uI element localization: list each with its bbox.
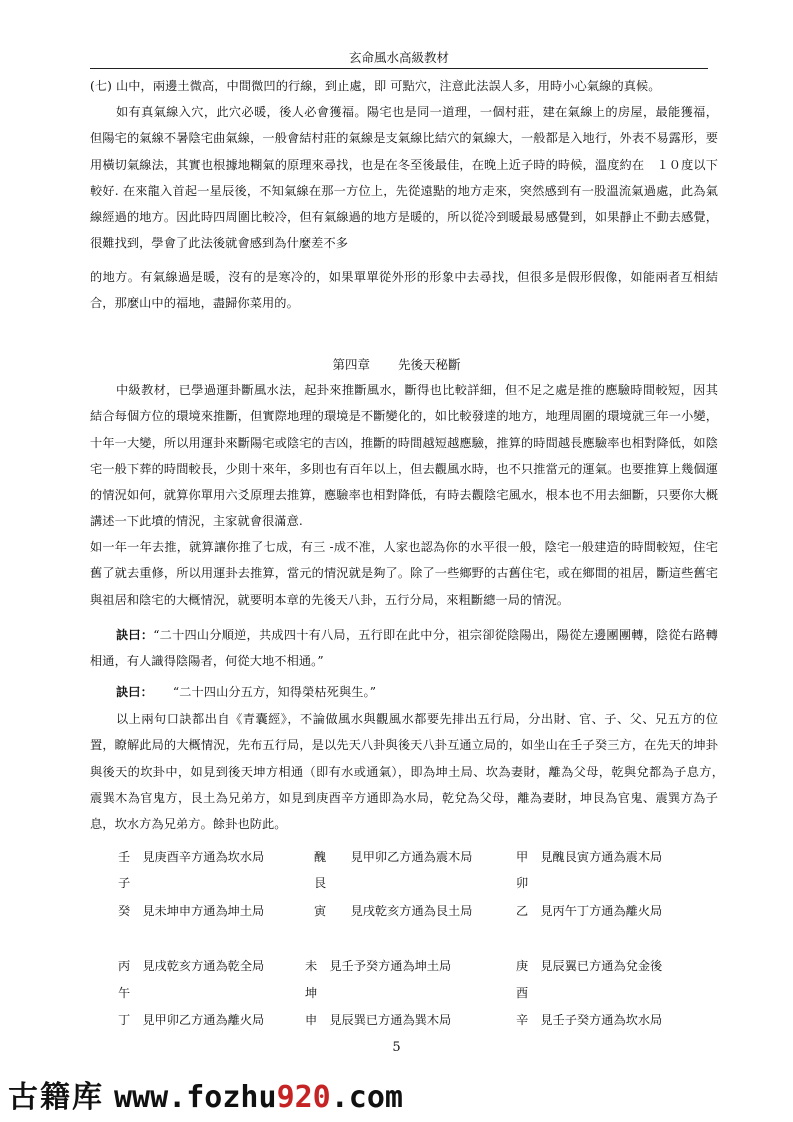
page-header-title: 玄命風水高級教材 (348, 50, 449, 65)
watermark-site-c: .com (330, 1080, 403, 1115)
rhyme-2-label: 訣曰： (116, 685, 153, 699)
chapter-number: 第四章 (332, 357, 370, 372)
watermark-site-b: 920 (276, 1080, 331, 1115)
table-cell-you: 酉 (516, 986, 529, 1000)
rhyme-2 (90, 679, 718, 705)
table-cell-xin: 辛 見壬子癸方通為坎水局 (516, 1013, 663, 1027)
rhyme-1-text: “二十四山分順逆，共成四十有八局，五行即在此中分，祖宗卻從陰陽出，陽從左邊團團轉，陰從右路轉相通，有人識得陰陽者，何從大地不相通。” (90, 628, 718, 669)
table-cell-gen: 艮 (314, 876, 327, 890)
table-cell-yi: 乙 見丙午丁方通為離火局 (516, 904, 663, 918)
rhyme-1-label: 訣曰： (116, 628, 154, 642)
table-cell-gui: 癸 見未坤申方通為坤土局 (118, 904, 265, 918)
table-cell-wei: 未 見壬予癸方通為坤土局 (305, 959, 452, 973)
table-cell-yin: 寅 見戌乾亥方通為艮土局 (314, 904, 473, 918)
table-cell-jia: 甲 見醜艮寅方通為震木局 (516, 850, 663, 864)
table-cell-mao: 卯 (516, 876, 529, 890)
table-cell-wu: 午 (118, 986, 131, 1000)
rhyme-2-text: “二十四山分五方，知得榮枯死與生。” (172, 685, 377, 699)
watermark-site-a: www.fozhu (114, 1080, 277, 1115)
watermark-brand: 古籍库 (8, 1080, 104, 1115)
body-paragraph-1: 中級教材，已學過運卦斷風水法，起卦來推斷風水，斷得也比較詳細，但不足之處是推的應驗時間較短，因其結合每個方位的環境來推斷，但實際地理的環境是不斷變化的，如比較發達的地方，地理周圍的環境就三年一小變，十年一大變，所以用運卦來斷陽宅或陰宅的吉凶，推斷的時間越短越應驗，推算的時間越長應驗率也相對降低，如陰宅一般下葬的時間較長，少則十來年，多則也有百年以上，但去觀風水時，也不只推當元的運氣。也要推算上幾個運的情況如何，就算你單用六爻原理去推算，應驗率也相對降低，有時去觀陰宅風水，根本也不用去細斷，只要你大概講述一下此墳的情況，主家就會很滿意. (90, 383, 718, 529)
header-rule (90, 68, 708, 69)
table-cell-chou: 醜 見甲卯乙方通為震木局 (314, 850, 473, 864)
table-cell-kun: 坤 (305, 986, 318, 1000)
table-cell-zi: 子 (118, 876, 131, 890)
intro-paragraph-2: 的地方。有氣線過是暖，沒有的是寒冷的，如果單單從外形的形象中去尋找，但很多是假形假像，如能兩者互相結合，那麼山中的福地，盡歸你菜用的。 (90, 270, 718, 311)
table-cell-ren: 壬 見庚酉辛方通為坎水局 (118, 850, 265, 864)
rhyme-1 (90, 622, 718, 675)
intro-paragraph-1: 如有真氣線入穴，此穴必暖，後人必會獲福。陽宅也是同一道理，一個村莊，建在氣線上的房屋，最能獲福，但陽宅的氣線不暑陰宅曲氣線，一般會結村莊的氣線是支氣線比結穴的氣線大，一般都是入地行，外表不易露形，要用橫切氣線法，其實也根據地糊氣的原理來尋找，也是在冬至後最佳，在晚上近子時的時候，溫度約在 １０度以下較好. 在來龍入首起一星辰後，不知氣線在那一方位上，先從遠點的地方走來，突然感到有一股溫流氣過處，此為氣線經過的地方。因此時四周圍比較冷，但有氣線過的地方是暖的，所以從冷到暖最易感覺到，如果靜止不動去感覺，很難找到，學會了此法後就會感到為什麼差不多 (90, 105, 718, 251)
page-number: 5 (392, 1040, 401, 1055)
table-cell-bing: 丙 見戌乾亥方通為乾全局 (118, 959, 265, 973)
chapter-title: 先後天秘斷 (398, 357, 461, 372)
table-cell-geng: 庚 見辰翼已方通為兌金後 (516, 959, 663, 973)
table-cell-ding: 丁 見甲卯乙方通為離火局 (118, 1013, 265, 1027)
intro-line: (七) 山中，兩邊土微高，中間微凹的行線，到止處，即 可點穴，注意此法誤人多，用時小心氣線的真候。 (90, 79, 661, 93)
chapter-heading (0, 355, 793, 373)
body-paragraph-3: 以上兩句口訣都出自《青囊經》，不論做風水與觀風水都要先排出五行局，分出財、官、子、父、兄五方的位置，瞭解此局的大概情況，先布五行局，是以先天八卦與後天八卦互通立局的，如坐山在壬子癸三方，在先天的坤卦與後天的坎卦中，如見到後天坤方相通（即有水或通氣），即為坤土局、坎為妻財，離為父母，乾與兌都為子息方， 震巽木為官鬼方，艮土為兄弟方，如見到庚酉辛方通即為水局，乾兌為父母，離為妻財，坤艮為官鬼、震巽方為子息，坎水方為兄弟方。餘卦也防此。 (90, 712, 731, 832)
body-paragraph-2: 如一年一年去推，就算讓你推了七成，有三 -成不准，人家也認為你的水平很一般，陰宅一般建造的時間較短，住宅舊了就去重修，所以用運卦去推算，當元的情況就是夠了。除了一些鄉野的古舊住宅，或在鄉間的祖居，斷這些舊宅與祖居和陰宅的大概情況，就要明本章的先後天八卦，五行分局，來粗斷總一局的情況。 (90, 540, 718, 607)
table-cell-shen: 申 見辰巽已方通為巽木局 (305, 1013, 452, 1027)
watermark-footer (8, 1072, 403, 1116)
